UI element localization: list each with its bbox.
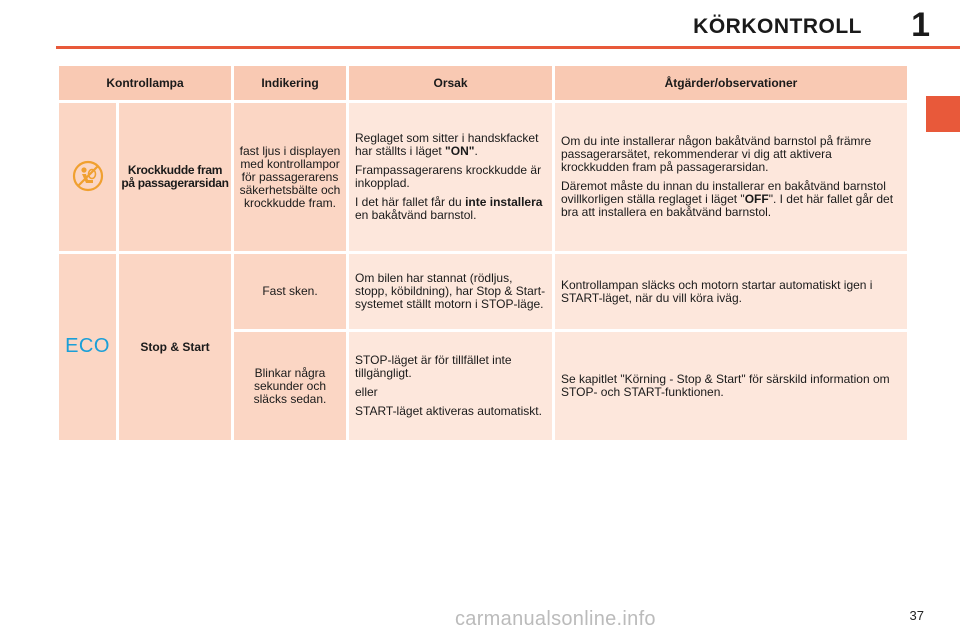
cause-bold: "ON": [445, 144, 475, 158]
cause-cell: [349, 332, 552, 440]
cause-cell: Om bilen har stannat (rödljus, stopp, köbildning), har Stop & Start-systemet ställt motorn i STOP-läge.: [349, 254, 552, 329]
cause-paragraph: START-läget aktiveras automatiskt.: [355, 404, 542, 418]
lamp-name: Stop & Start: [119, 254, 231, 440]
cause-text: I det här fallet får du: [355, 195, 466, 209]
cause-text: .: [474, 144, 478, 158]
column-header-atgarder: Åtgärder/observationer: [555, 66, 907, 100]
indication-cell: fast ljus i displayen med kontrollampor för passagerarens säkerhetsbälte och krockkudde fram.: [234, 103, 346, 251]
action-paragraph: [561, 180, 901, 219]
table-header-row: [59, 66, 907, 100]
indication-cell: Fast sken.: [234, 254, 346, 329]
lamp-cell: [59, 103, 116, 251]
action-cell: Se kapitlet "Körning - Stop & Start" för särskild information om STOP- och START-funktionen.: [555, 332, 907, 440]
table-row: [59, 103, 907, 251]
airbag-off-icon: [71, 159, 105, 193]
action-cell: Kontrollampan släcks och motorn startar automatiskt igen i START-läget, när du vill köra iväg.: [555, 254, 907, 329]
indication-cell: Blinkar några sekunder och släcks sedan.: [234, 332, 346, 440]
table-row: [59, 254, 907, 329]
warning-lamp-table: [56, 63, 910, 443]
column-header-orsak: Orsak: [349, 66, 552, 100]
column-header-indikering: Indikering: [234, 66, 346, 100]
watermark: carmanualsonline.info: [455, 608, 656, 630]
page-title: KÖRKONTROLL: [693, 15, 862, 38]
action-paragraph: Om du inte installerar någon bakåtvänd barnstol på främre passagerarsätet, rekommenderar vi dig att aktivera krockkudden fram på passagerarsidan.: [561, 134, 872, 174]
lamp-name: Krockkudde fram på passagerarsidan: [119, 103, 231, 251]
cause-cell: [349, 103, 552, 251]
action-text: Däremot måste du innan du installerar en bakåtvänd barnstol ovillkorligen ställa reglaget i läget ": [561, 179, 886, 206]
eco-icon: ECO: [65, 334, 110, 357]
cause-paragraph: [355, 132, 546, 158]
action-cell: [555, 103, 907, 251]
cause-paragraph: STOP-läget är för tillfället inte tillgängligt.: [355, 353, 512, 380]
header-rule: [56, 46, 960, 49]
action-text: ". I det här fallet går det bra att installera en bakåtvänd barnstol.: [561, 192, 894, 219]
chapter-tab[interactable]: [926, 96, 960, 132]
page-number: 37: [909, 608, 924, 623]
chapter-number: 1: [911, 6, 930, 44]
cause-bold: inte installera: [465, 195, 543, 209]
cause-paragraph: [355, 196, 546, 222]
cause-text: en bakåtvänd barnstol.: [355, 208, 477, 222]
cause-paragraph: Frampassagerarens krockkudde är inkopplad.: [355, 163, 542, 190]
cause-paragraph: eller: [355, 385, 378, 399]
cause-text: Reglaget som sitter i handskfacket har ställts i läget: [355, 131, 539, 158]
column-header-kontrollampa: Kontrollampa: [59, 66, 231, 100]
action-bold: OFF: [744, 192, 769, 206]
lamp-cell: [59, 254, 116, 440]
